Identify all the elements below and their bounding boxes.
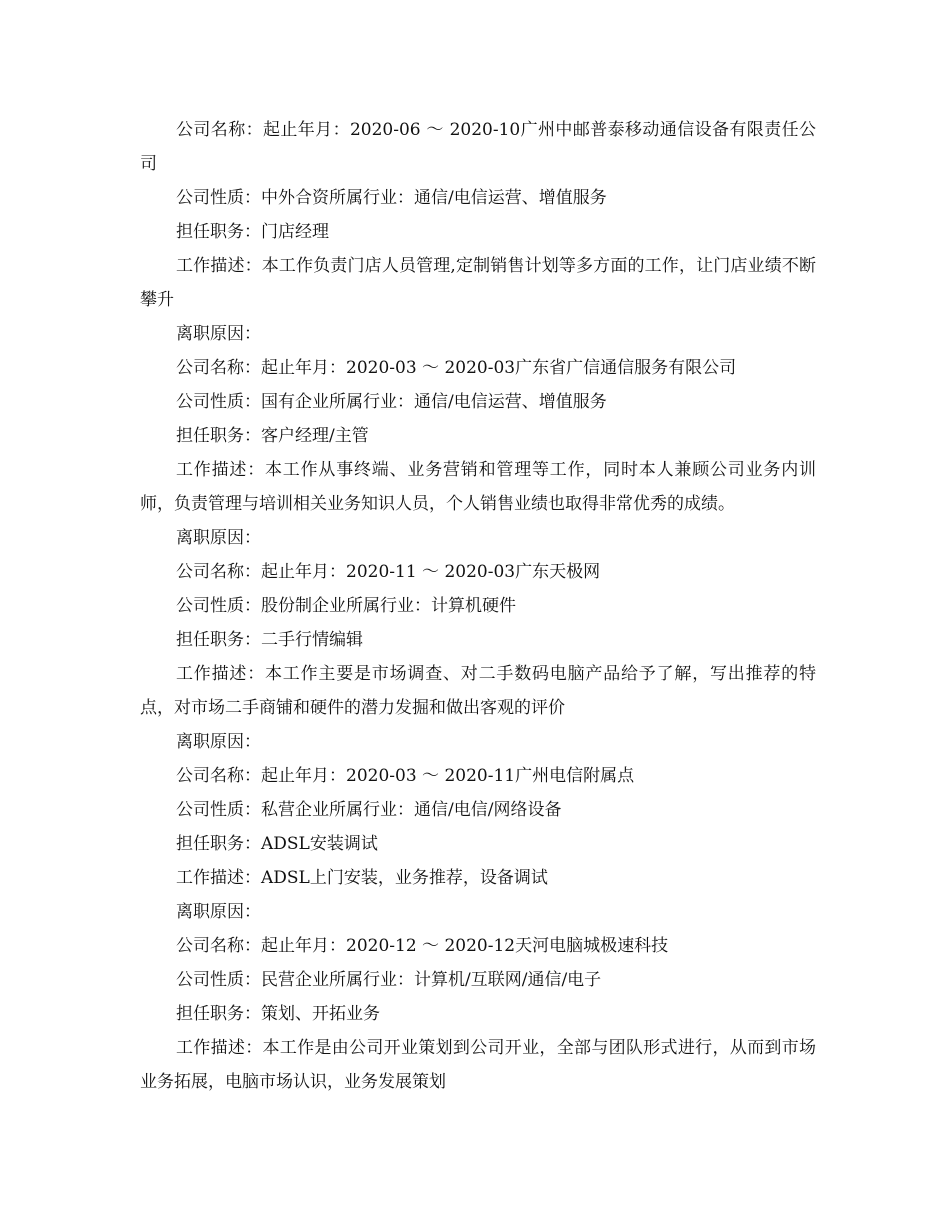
company-type-line: 公司性质：民营企业所属行业：计算机/互联网/通信/电子 — [176, 970, 602, 990]
job-description-line: 工作描述：本工作是由公司开业策划到公司开业，全部与团队形式进行，从而到市场业务拓展，电脑市场认识，业务发展策划 — [140, 1038, 816, 1092]
job-description-line: 工作描述：本工作负责门店人员管理,定制销售计划等多方面的工作，让门店业绩不断攀升 — [140, 256, 816, 310]
company-name-line: 公司名称：起止年月：2020-12 ～ 2020-12天河电脑城极速科技 — [176, 936, 669, 956]
company-type-line: 公司性质：私营企业所属行业：通信/电信/网络设备 — [176, 800, 562, 820]
position-line: 担任职务：ADSL安装调试 — [176, 834, 378, 854]
company-type-line: 公司性质：股份制企业所属行业：计算机硬件 — [176, 596, 516, 616]
leave-reason-line: 离职原因： — [176, 732, 261, 752]
position-line: 担任职务：客户经理/主管 — [176, 426, 369, 446]
position-line: 担任职务：二手行情编辑 — [176, 630, 363, 650]
company-type-line: 公司性质：中外合资所属行业：通信/电信运营、增值服务 — [176, 188, 607, 208]
company-name-line: 公司名称：起止年月：2020-03 ～ 2020-11广州电信附属点 — [176, 766, 635, 786]
leave-reason-line: 离职原因： — [176, 324, 261, 344]
company-name-line: 公司名称：起止年月：2020-06 ～ 2020-10广州中邮普泰移动通信设备有限责任公司 — [140, 120, 816, 174]
company-type-line: 公司性质：国有企业所属行业：通信/电信运营、增值服务 — [176, 392, 607, 412]
position-line: 担任职务：策划、开拓业务 — [176, 1004, 380, 1024]
company-name-line: 公司名称：起止年月：2020-11 ～ 2020-03广东天极网 — [176, 562, 601, 582]
document-body — [140, 113, 816, 1099]
job-description-line: 工作描述：本工作主要是市场调查、对二手数码电脑产品给予了解，写出推荐的特点，对市场二手商铺和硬件的潜力发掘和做出客观的评价 — [140, 664, 816, 718]
leave-reason-line: 离职原因： — [176, 528, 261, 548]
job-description-line: 工作描述：ADSL上门安装，业务推荐，设备调试 — [176, 868, 548, 888]
job-description-line: 工作描述：本工作从事终端、业务营销和管理等工作，同时本人兼顾公司业务内训师，负责管理与培训相关业务知识人员，个人销售业绩也取得非常优秀的成绩。 — [140, 460, 816, 514]
leave-reason-line: 离职原因： — [176, 902, 261, 922]
position-line: 担任职务：门店经理 — [176, 222, 329, 242]
company-name-line: 公司名称：起止年月：2020-03 ～ 2020-03广东省广信通信服务有限公司 — [176, 358, 737, 378]
